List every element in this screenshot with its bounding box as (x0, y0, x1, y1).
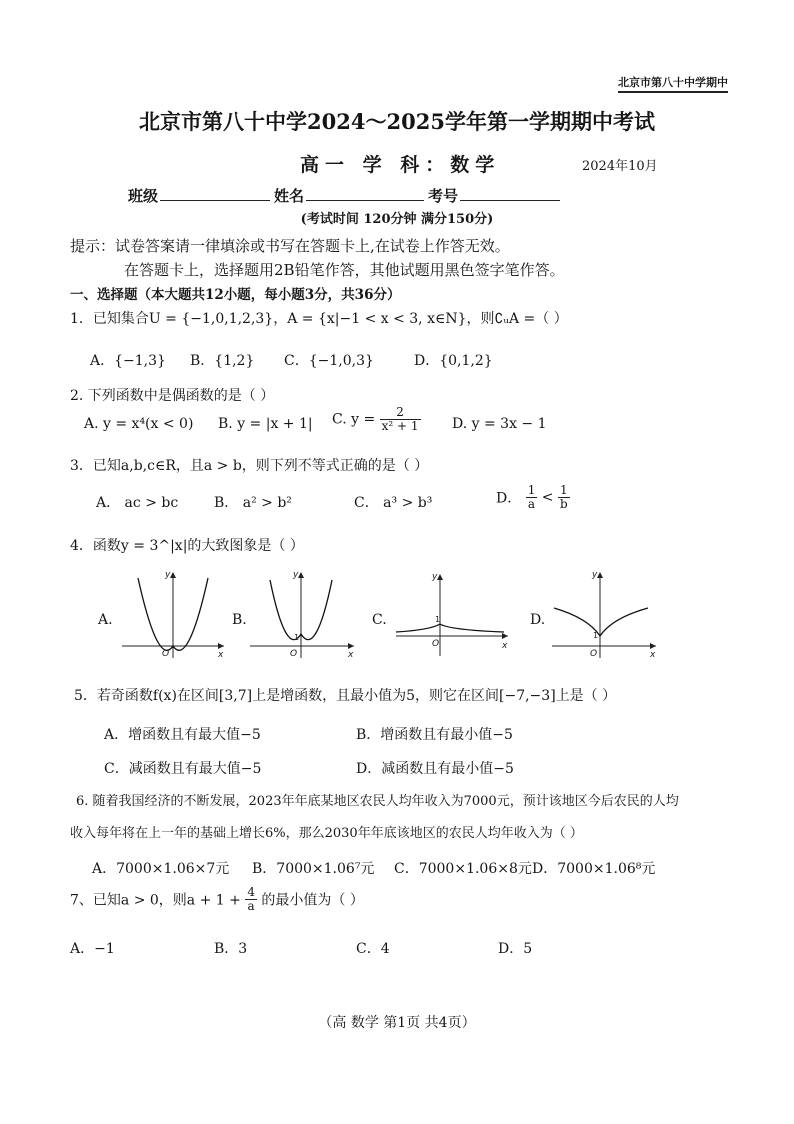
tip-line-1: 提示：试卷答案请一律填涂或书写在答题卡上,在试卷上作答无效。 (70, 237, 510, 255)
q7-option-a: A．−1 (70, 941, 115, 957)
q4-label-c: C. (372, 612, 387, 628)
subject-line: 高一 学 科：数学 (300, 154, 501, 176)
q5-option-c: C．减函数且有最大值−5 (104, 761, 262, 777)
q5-option-d: D．减函数且有最小值−5 (356, 761, 514, 777)
q3-option-d-frac-2 (558, 484, 570, 511)
exam-title: 北京市第八十中学2024～2025学年第一学期期中考试 (139, 109, 655, 134)
q7-option-b: B．3 (214, 941, 248, 957)
q1-option-b: B．{1,2} (190, 353, 255, 369)
fraction-numerator: 1 (527, 483, 536, 497)
q6-line-2: 收入每年将在上一年的基础上增长6%，那么2030年年底该地区的农民人均年收入为（ ） (70, 826, 583, 841)
q5-option-b: B．增函数且有最小值−5 (356, 727, 513, 743)
y-axis-label: y (165, 570, 171, 580)
x-axis-label: x (218, 650, 224, 660)
q7-fraction (245, 886, 257, 913)
id-blank[interactable] (460, 186, 560, 201)
q7-option-c: C．4 (356, 941, 390, 957)
q3-stem: 3．已知a,b,c∈R，且a > b，则下列不等式正确的是（ ） (70, 458, 429, 474)
fraction-numerator: 4 (247, 885, 255, 899)
time-info: (考试时间 120分钟 满分150分) (300, 212, 494, 227)
q4-stem: 4．函数y = 3^|x|的大致图象是（ ） (70, 538, 304, 554)
y-axis-label: y (592, 570, 598, 580)
tip-line-2: 在答题卡上，选择题用2B铅笔作答，其他试题用黑色签字笔作答。 (124, 261, 565, 279)
q4-graph-d (548, 568, 660, 660)
one-mark: 1 (593, 631, 599, 640)
one-mark: 1 (294, 633, 300, 642)
origin-label: O (162, 649, 170, 659)
origin-label: O (432, 639, 440, 649)
section-heading: 一、选择题（本大题共12小题，每小题3分，共36分） (70, 287, 401, 303)
origin-label: O (590, 649, 598, 659)
fraction-denominator: a (527, 497, 536, 511)
exam-date: 2024年10月 (582, 159, 658, 174)
one-mark: 1 (435, 615, 441, 624)
q6-option-d: D．7000×1.06⁸元 (532, 861, 656, 877)
x-axis-label: x (650, 650, 656, 660)
q4-graph-c (392, 570, 512, 662)
q3-option-b: B． a² > b² (214, 495, 292, 511)
q6-option-b: B．7000×1.06⁷元 (252, 861, 375, 877)
q7-stem (70, 886, 364, 913)
q5-option-a: A．增函数且有最大值−5 (104, 727, 261, 743)
fraction-denominator: x² + 1 (381, 419, 419, 433)
q1-option-d: D．{0,1,2} (414, 353, 493, 369)
q7-option-d: D．5 (498, 941, 533, 957)
class-label: 班级 (128, 187, 159, 205)
x-axis-label: x (502, 641, 508, 651)
q3-option-d (496, 484, 570, 511)
q4-label-d: D. (530, 612, 546, 628)
q4-graph-b (246, 568, 358, 660)
q4-graph-a (118, 568, 228, 660)
name-blank[interactable] (306, 186, 424, 201)
fraction-numerator: 1 (558, 484, 570, 498)
fraction-denominator: b (559, 497, 568, 511)
header-stamp: 北京市第八十中学期中 (618, 74, 728, 93)
q7-stem-prefix: 7、已知a > 0，则a + 1 + (70, 892, 241, 909)
fraction-denominator: a (247, 899, 255, 913)
less-than-sign: < (541, 489, 554, 506)
q3-option-d-prefix: D． (496, 490, 522, 507)
q2-option-a: A. y = x⁴(x < 0) (84, 416, 194, 432)
q4-label-b: B. (232, 612, 247, 628)
y-axis-label: y (432, 572, 438, 582)
q1-option-a: A．{−1,3} (90, 353, 166, 369)
q3-option-d-frac-1 (526, 484, 538, 511)
q7-stem-suffix: 的最小值为（ ） (261, 892, 364, 909)
q4-label-a: A. (98, 612, 113, 628)
student-fields (128, 185, 564, 206)
id-label: 考号 (428, 187, 459, 205)
x-axis-label: x (348, 650, 354, 660)
q1-stem: 1．已知集合U = {−1,0,1,2,3}，A = {x|−1 < x < 3, x∈N}，则∁ᵤA =（ ） (70, 311, 568, 327)
q2-option-b: B. y = |x + 1| (218, 416, 313, 432)
name-label: 姓名 (274, 187, 305, 205)
page-footer: （高 数学 第1页 共4页） (318, 1015, 476, 1031)
q1-option-c: C．{−1,0,3} (284, 353, 374, 369)
q6-option-c: C．7000×1.06×8元 (394, 861, 532, 877)
q2-option-c (332, 406, 421, 433)
class-blank[interactable] (160, 186, 270, 201)
q2-option-c-prefix: C. y = (332, 411, 376, 428)
q6-option-a: A．7000×1.06×7元 (92, 861, 230, 877)
y-axis-label: y (293, 570, 299, 580)
q3-option-a: A． ac > bc (96, 495, 179, 511)
q2-option-c-fraction (380, 406, 421, 433)
fraction-numerator: 2 (380, 406, 421, 420)
q5-stem: 5．若奇函数f(x)在区间[3,7]上是增函数，且最小值为5，则它在区间[−7,−3]上是（ ） (74, 688, 617, 704)
q2-stem: 2. 下列函数中是偶函数的是（ ） (70, 388, 275, 404)
q2-option-d: D. y = 3x − 1 (452, 416, 547, 432)
q6-line-1: 6. 随着我国经济的不断发展，2023年年底某地区农民人均年收入为7000元，预计该地区今后农民的人均 (76, 794, 679, 809)
origin-label: O (290, 649, 298, 659)
q3-option-c: C． a³ > b³ (354, 495, 433, 511)
